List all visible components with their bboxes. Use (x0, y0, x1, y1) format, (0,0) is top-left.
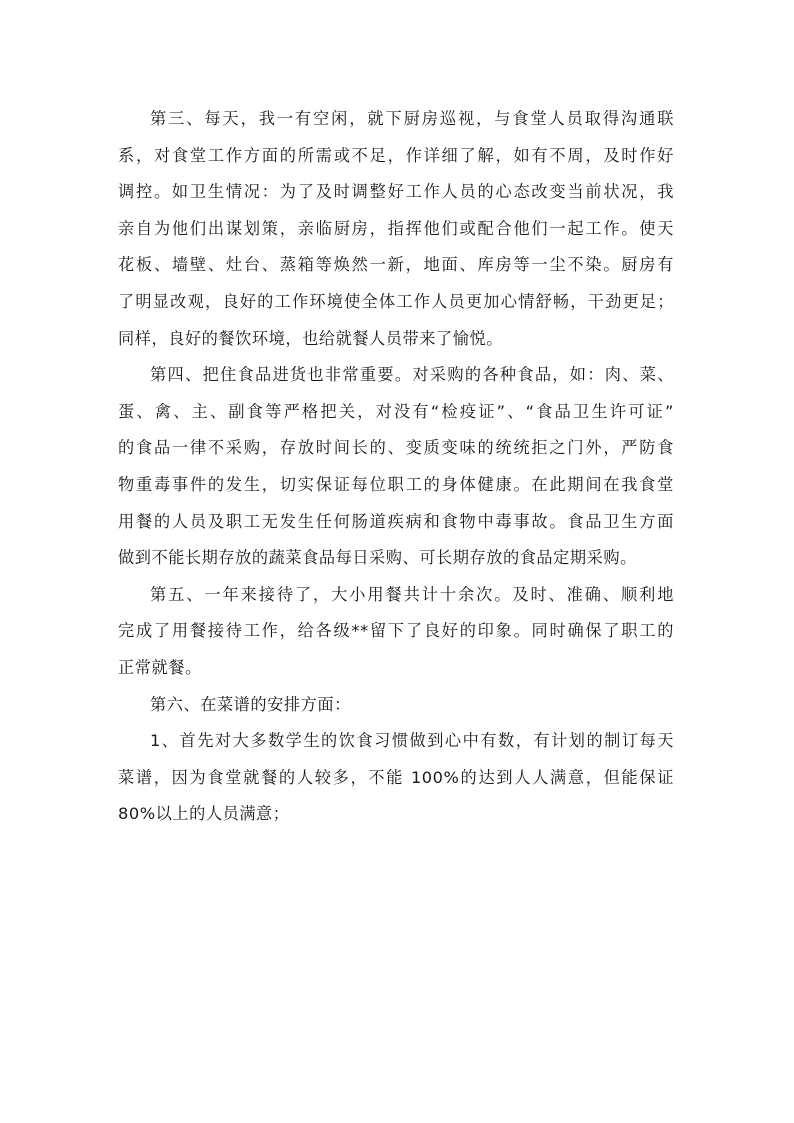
paragraph-line: 的食品一律不采购，存放时间长的、变质变味的统统拒之门外，严防食 (118, 438, 674, 458)
paragraph-line: 用餐的人员及职工无发生任何肠道疾病和食物中毒事故。食品卫生方面 (118, 511, 674, 531)
paragraph-line: 第三、每天，我一有空闲，就下厨房巡视，与食堂人员取得沟通联 (150, 109, 674, 128)
paragraph-line: 第六、在菜谱的安排方面： (150, 694, 351, 714)
paragraph-6-menu-heading (118, 687, 674, 724)
paragraph-line: 第四、把住食品进货也非常重要。对采购的各种食品，如：肉、菜、 (150, 365, 674, 385)
paragraph-line: 第五、一年来接待了，大小用餐共计十余次。及时、准确、顺利地 (150, 584, 674, 604)
paragraph-3-daily-inspection (118, 101, 674, 357)
paragraph-line: 1、首先对大多数学生的饮食习惯做到心中有数，有计划的制订每天 (150, 731, 674, 751)
paragraph-4-food-purchasing (118, 357, 674, 577)
paragraph-line: 系，对食堂工作方面的所需或不足，作详细了解，如有不周，及时作好 (118, 145, 674, 165)
paragraph-line: 了明显改观，良好的工作环境使全体工作人员更加心情舒畅，干劲更足； (118, 291, 674, 311)
paragraph-line: 花板、墙壁、灶台、蒸箱等焕然一新，地面、库房等一尘不染。厨房有 (118, 255, 674, 275)
paragraph-line: 正常就餐。 (118, 657, 202, 677)
paragraph-6-1-menu-planning (118, 723, 674, 833)
paragraph-line: 调控。如卫生情况：为了及时调整好工作人员的心态改变当前状况，我 (118, 182, 674, 202)
paragraph-line: 完成了用餐接待工作，给各级**留下了良好的印象。同时确保了职工的 (118, 621, 674, 641)
document-body (118, 101, 674, 833)
paragraph-line: 物重毒事件的发生，切实保证每位职工的身体健康。在此期间在我食堂 (118, 474, 674, 494)
paragraph-line: 80%以上的人员满意； (118, 804, 290, 824)
paragraph-line: 菜谱，因为食堂就餐的人较多，不能 100%的达到人人满意，但能保证 (118, 767, 674, 787)
paragraph-5-reception (118, 577, 674, 687)
paragraph-line: 蛋、禽、主、副食等严格把关，对没有“检疫证”、“食品卫生许可证” (118, 401, 674, 421)
paragraph-line: 做到不能长期存放的蔬菜食品每日采购、可长期存放的食品定期采购。 (118, 548, 637, 568)
paragraph-line: 同样，良好的餐饮环境，也给就餐人员带来了愉悦。 (118, 328, 503, 348)
paragraph-line: 亲自为他们出谋划策，亲临厨房，指挥他们或配合他们一起工作。使天 (118, 218, 674, 238)
